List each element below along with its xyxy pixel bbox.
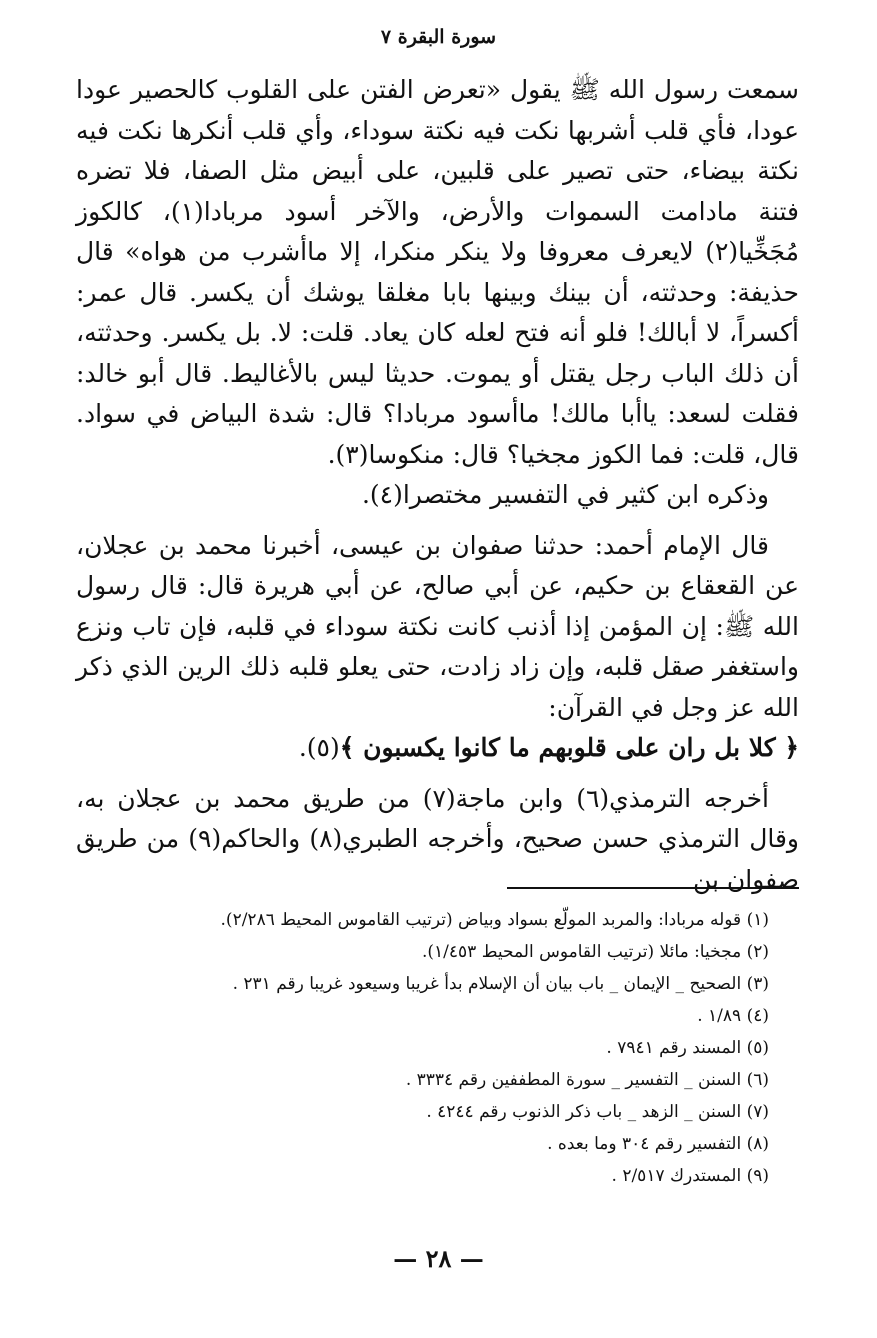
paragraph-hadith-text: سمعت رسول الله ﷺ يقول «تعرض الفتن على القلوب كالحصير عودا عودا، فأي قلب أشربها نكت فيه نكتة سوداء، وأي قلب أنكرها نكت فيه نكتة بيضاء، حتى تصير على قلبين، على أبيض مثل الصفا، فلا تضره فتنة مادامت السموات والأرض، والآخر أسود مربادا(١)، كالكوز مُجَخِّيا(٢) لايعرف معروفا ولا ينكر منكرا، إلا ماأشرب من هواه» قال حذيفة: وحدثته، أن بينك وبينها بابا مغلقا يوشك أن يكسر. قال عمر: أكسراً، لا أبالك! فلو أنه فتح لعله كان يعاد. قلت: لا. بل يكسر. وحدثته، أن ذلك الباب رجل يقتل أو يموت. حديثا ليس بالأغاليط. قال أبو خالد: فقلت لسعد: ياأبا مالك! ماأسود مربادا؟ قال: شدة البياض في سواد. قال، قلت: فما الكوز مجخيا؟ قال: منكوسا(٣). xyxy=(76,75,799,469)
paragraph-tirmidhi: أخرجه الترمذي(٦) وابن ماجة(٧) من طريق محمد بن عجلان به، وقال الترمذي حسن صحيح، وأخرجه الطبري(٨) والحاكم(٩) من طريق صفوان بن xyxy=(76,783,799,894)
footnotes-list xyxy=(100,904,769,1192)
paragraph-ibn-kathir: وذكره ابن كثير في التفسير مختصرا(٤). xyxy=(361,480,769,509)
quran-footnote-ref: (٥). xyxy=(298,733,340,762)
footnote-item: (٤) ١/٨٩ . xyxy=(697,1006,769,1026)
page-number: — ٢٨ — xyxy=(393,1244,484,1273)
running-header: سورة البقرة ٧ xyxy=(380,26,497,48)
main-text xyxy=(76,70,799,900)
footnote-separator xyxy=(507,887,799,889)
footnote-item: (٩) المستدرك ٢/٥١٧ . xyxy=(611,1166,769,1186)
footnote-item: (٦) السنن _ التفسير _ سورة المطففين رقم ٣٣٣٤ . xyxy=(405,1070,769,1090)
footnote-item: (٢) مجخيا: مائلا (ترتيب القاموس المحيط ١/٤٥٣). xyxy=(422,942,769,962)
quran-verse-line xyxy=(76,728,799,769)
footnote-item: (٣) الصحيح _ الإيمان _ باب بيان أن الإسلام بدأ غريبا وسيعود غريبا رقم ٢٣١ . xyxy=(232,974,769,994)
footnote-item: (٧) السنن _ الزهد _ باب ذكر الذنوب رقم ٤٢٤٤ . xyxy=(426,1102,769,1122)
footnote-item: (٨) التفسير رقم ٣٠٤ وما بعده . xyxy=(547,1134,769,1154)
quran-verse: ﴿ كلا بل ران على قلوبهم ما كانوا يكسبون ﴾ xyxy=(339,733,799,762)
footnote-item: (٥) المسند رقم ٧٩٤١ . xyxy=(606,1038,769,1058)
paragraph-imam-ahmad: قال الإمام أحمد: حدثنا صفوان بن عيسى، أخبرنا محمد بن عجلان، عن القعقاع بن حكيم، عن أبي صالح، عن أبي هريرة قال: قال رسول الله ﷺ: إن المؤمن إذا أذنب كانت نكتة سوداء في قلبه، فإن تاب ونزع واستغفر صقل قلبه، وإن زاد زادت، حتى يعلو قلبه ذلك الرين الذي ذكر الله عز وجل في القرآن: xyxy=(76,530,799,722)
footnote-item: (١) قوله مربادا: والمربد المولّع بسواد وبياض (ترتيب القاموس المحيط ٢/٢٨٦). xyxy=(220,910,769,930)
